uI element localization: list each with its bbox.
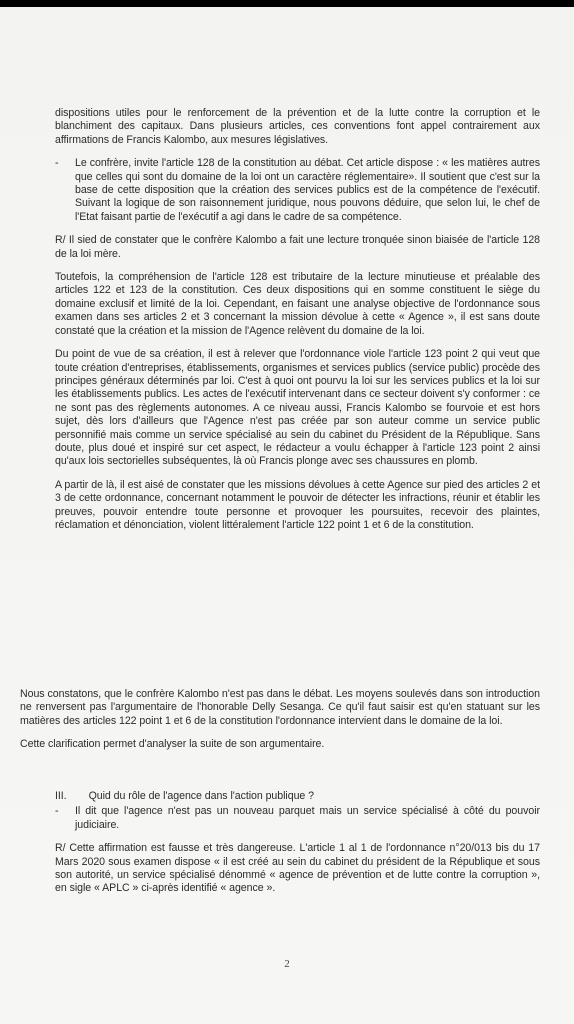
paragraph-intro: dispositions utiles pour le renforcement de la prévention et de la lutte contre la corruption et le blanchiment des capitaux. Dans plusieurs articles, ces conventions font appel contrairement aux affirmations de Francis Kalombo, aux mesures législatives. bbox=[55, 107, 540, 146]
paragraph-constat: Nous constatons, que le confrère Kalombo n'est pas dans le débat. Les moyens soulevés dans son introduction ne renversent pas l'argumentaire de l'honorable Delly Sesanga. Ce qu'il faut saisir est qu'en statuant sur les matières des articles 122 point 1 et 6 de la constitution l'ordonnance intervient dans le domaine de la loi. bbox=[20, 688, 540, 727]
paragraph-missions: A partir de là, il est aisé de constater que les missions dévolues à cette Agence sur pied des articles 2 et 3 de cette ordonnance, concernant notamment le pouvoir de détecter les infractions, réunir et établir les preuves, pouvoir entendre toute personne et provoquer les poursuites, recevoir des plaintes, réclamation et dénonciation, violent littéralement l'article 122 point 1 et 6 de la constitution. bbox=[55, 478, 540, 531]
bullet-item-agence bbox=[55, 805, 540, 832]
page-number: 2 bbox=[284, 958, 290, 970]
paragraph-toutefois: Toutefois, la compréhension de l'article 128 est tributaire de la lecture minutieuse et préalable des articles 122 et 123 de la constitution. Ces deux dispositions qui en somme constituent le siège du domaine exclusif et limité de la loi. Cependant, en faisant une analyse objective de l'ordonnance sous examen dans ses articles 2 et 3 concernant la mission dévolue à cette « Agence », il est sans doute constaté que la création et la mission de l'Agence relèvent du domaine de la loi. bbox=[55, 271, 540, 337]
bullet-item-article-128 bbox=[55, 157, 540, 224]
paragraph-response-1: R/ Il sied de constater que le confrère Kalombo a fait une lecture tronquée sinon biaisée de l'article 128 de la loi mère. bbox=[55, 234, 540, 260]
section-number: III. bbox=[55, 790, 67, 802]
bullet-dash: - bbox=[55, 157, 59, 170]
bullet-text: Le confrère, invite l'article 128 de la constitution au débat. Cet article dispose : « les matières autres que celles qui sont du domaine de la loi ont un caractère réglementaire». Il soutient que c'est sur la base de cette disposition que la création des services publics est de la compétence de l'exécutif. Suivant la logique de son raisonnement juridique, nous pouvons déduire, que selon lui, le chef de l'Etat faisant partie de l'exécutif a agi dans le cadre de sa compétence. bbox=[75, 157, 540, 223]
paragraph-creation: Du point de vue de sa création, il est à relever que l'ordonnance viole l'article 123 point 2 qui veut que toute création d'entreprises, établissements, organismes et services publics (service public) procède des principes généraux déterminés par loi. C'est à quoi ont pourvu la loi sur les services publics et la loi sur les établissements publics. Les actes de l'exécutif intervenant dans ce secteur doivent s'y conformer : ce ne sont pas des règlements autonomes. A ce niveau aussi, Francis Kalombo se fourvoie et est hors sujet, dès lors d'ailleurs que l'Agence n'est pas créée par son auteur comme un service public personnifié mais comme un service spécialisé au sein du cabinet du Président de la République. Sans doute, plus doué et inspiré sur cet aspect, le rédacteur a voulu échapper à l'article 123 point 2 ainsi qu'aux lois sectorielles subséquentes, là où Francis plonge avec ses chaussures en plomb. bbox=[55, 348, 540, 468]
text-block-middle bbox=[20, 688, 540, 762]
text-block-top bbox=[55, 107, 540, 542]
section-heading bbox=[55, 790, 540, 803]
paragraph-response-2: R/ Cette affirmation est fausse et très dangereuse. L'article 1 al 1 de l'ordonnance n°20/013 bis du 17 Mars 2020 sous examen dispose « il est créé au sein du cabinet du président de la République et sous son autorité, un service spécialisé dénommé « agence de prévention et de lutte contre la corruption », en sigle « APLC » ci-après identifié « agence ». bbox=[55, 842, 540, 895]
paragraph-clarification: Cette clarification permet d'analyser la suite de son argumentaire. bbox=[20, 738, 325, 751]
section-title: Quid du rôle de l'agence dans l'action publique ? bbox=[88, 790, 314, 802]
bullet-dash: - bbox=[55, 805, 59, 818]
text-block-bottom bbox=[55, 790, 540, 906]
bullet-text: Il dit que l'agence n'est pas un nouveau parquet mais un service spécialisé à côté du pouvoir judiciaire. bbox=[75, 805, 540, 831]
